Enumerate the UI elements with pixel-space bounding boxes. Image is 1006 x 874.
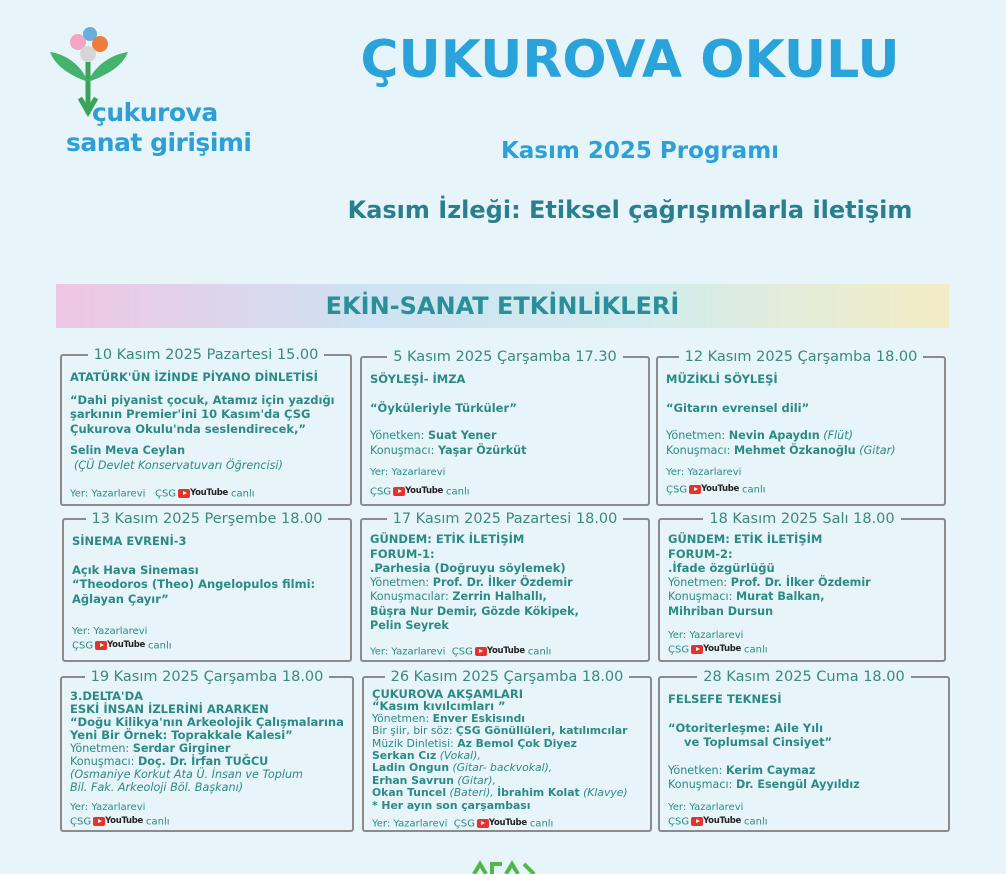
event-quote: “Doğu Kilikya'nın Arkeolojik Çalışmalarına — [70, 715, 344, 729]
moderator-name: Prof. Dr. İlker Özdemir — [730, 575, 871, 589]
event-title: ÇUKUROVA AKŞAMLARI — [372, 687, 523, 701]
event-card-7 — [60, 669, 354, 832]
speaker-name: Zerrin Halhallı, — [452, 590, 547, 603]
event-footer — [70, 802, 170, 828]
event-date: 10 Kasım 2025 Pazartesi 15.00 — [80, 346, 332, 364]
event-footer — [668, 802, 768, 828]
venue-text: Yer: Yazarlarevi — [372, 818, 448, 830]
event-footer — [668, 630, 768, 656]
event-line-1: Açık Hava Sineması — [72, 562, 199, 577]
event-body: GÜNDEM: ETİK İLETİŞİM FORUM-2: .İfade özgürlüğü Yönetmen: Prof. Dr. İlker Özdemir Konuşmacı: Murat Balkan, Mihriban Dursun — [668, 532, 938, 619]
moderator-name: Suat Yener — [427, 429, 497, 442]
event-date: 19 Kasım 2025 Çarşamba 18.00 — [80, 668, 334, 686]
event-topic: .İfade özgürlüğü — [668, 561, 775, 575]
event-quote: “Gitarın evrensel dili” — [666, 400, 810, 415]
event-quote: “Öyküleriyle Türküler” — [370, 400, 517, 415]
venue-text: Yer: Yazarlarevi — [370, 646, 446, 658]
live-text: canlı — [744, 816, 768, 828]
event-body: 3.DELTA'DA ESKİ İNSAN İZLERİNİ ARARKEN “Doğu Kilikya'nın Arkeolojik Çalışmalarına Yeni Bir Örnek: Toprakkale Kalesi” Yönetmen: Serdar Girginer Konuşmacı: Doç. Dr. İrfan TUĞCU (Osmaniye Korkut Ata Ü. İnsan ve Toplum Bil. Fak. Arkeoloji Böl. Başkanı) — [70, 690, 346, 794]
event-date: 18 Kasım 2025 Salı 18.00 — [678, 510, 926, 528]
moderator-name: Serdar Girginer — [132, 742, 231, 755]
section-banner: EKİN-SANAT ETKİNLİKLERİ — [56, 284, 949, 328]
event-body — [72, 534, 344, 606]
event-card-9 — [658, 669, 950, 832]
event-quote: “Otoriterleşme: Aile Yılı — [668, 720, 824, 735]
csg-text: ÇSG — [668, 644, 690, 656]
event-note: (ÇÜ Devlet Konservatuvarı Öğrencisi) — [74, 458, 283, 472]
venue-text: Yer: Yazarlarevi — [70, 802, 146, 813]
speaker-name: Murat Balkan, — [735, 590, 825, 603]
event-footer — [370, 646, 551, 658]
youtube-icon[interactable]: YouTube — [689, 484, 739, 495]
live-text: canlı — [744, 644, 768, 656]
venue-text: Yer: Yazarlarevi — [370, 467, 446, 478]
event-card-4 — [62, 511, 352, 662]
event-title: SÖYLEŞİ- İMZA — [370, 372, 466, 386]
event-date: 26 Kasım 2025 Çarşamba 18.00 — [382, 668, 632, 686]
speaker-affiliation: (Osmaniye Korkut Ata Ü. İnsan ve Toplum — [70, 768, 303, 781]
youtube-icon[interactable]: YouTube — [393, 486, 443, 497]
speaker-name: Mehmet Özkanoğlu — [733, 443, 856, 457]
csg-text: ÇSG — [668, 816, 690, 828]
youtube-icon[interactable]: YouTube — [691, 644, 741, 655]
event-footer — [72, 626, 172, 652]
event-footer — [372, 818, 553, 830]
event-title: GÜNDEM: ETİK İLETİŞİM — [668, 532, 823, 546]
event-title: GÜNDEM: ETİK İLETİŞİM — [370, 532, 525, 546]
event-body: SÖYLEŞİ- İMZA “Öyküleriyle Türküler” Yönetken: Suat Yener Konuşmacı: Yaşar Özürküt Yer: Yazarlarevi — [370, 372, 642, 481]
bottom-logo-fragment-icon — [472, 860, 542, 874]
venue-text: Yer: Yazarlarevi — [668, 802, 744, 813]
event-card-6 — [658, 511, 946, 662]
event-date: 5 Kasım 2025 Çarşamba 17.30 — [380, 348, 630, 366]
event-line-3: Ağlayan Çayır” — [72, 591, 169, 606]
event-subtitle: FORUM-1: — [370, 546, 435, 561]
event-body: MÜZİKLİ SÖYLEŞİ “Gitarın evrensel dili” Yönetmen: Nevin Apaydın (Flüt) Konuşmacı: Mehmet Özkanoğlu (Gitar) Yer: Yazarlarevi — [666, 372, 938, 481]
event-person: Selin Meva Ceylan — [70, 444, 186, 457]
event-card-2 — [360, 349, 650, 506]
csg-text: ÇSG — [370, 486, 392, 498]
moderator-name: Kerim Caymaz — [725, 763, 816, 777]
speaker-name: Yaşar Özürküt — [437, 443, 527, 457]
youtube-icon[interactable]: YouTube — [477, 818, 527, 829]
youtube-icon[interactable]: YouTube — [691, 816, 741, 827]
event-card-5 — [360, 511, 650, 662]
event-title: 3.DELTA'DA — [70, 689, 144, 703]
csg-text: ÇSG — [154, 488, 177, 500]
event-quote: “Dahi piyanist çocuk, Atamız için yazdığı şarkının Premier'ini 10 Kasım'da ÇSG Çukurova Okulu'nda seslendirecek,” — [70, 392, 335, 436]
csg-text: ÇSG — [72, 640, 94, 652]
speaker-name: Doç. Dr. İrfan TUĞCU — [137, 755, 269, 768]
live-text: canlı — [231, 488, 255, 500]
event-quote: “Kasım kıvılcımları ” — [372, 699, 506, 714]
venue-text: Yer: Yazarlarevi — [70, 488, 146, 500]
event-subtitle: ESKİ İNSAN İZLERİNİ ARARKEN — [70, 702, 269, 716]
speaker-name: Dr. Esengül Ayyıldız — [735, 778, 860, 791]
event-line-2: “Theodoros (Theo) Angelopulos filmi: — [72, 577, 316, 591]
youtube-icon[interactable]: YouTube — [93, 816, 143, 827]
moderator-name: Nevin Apaydın — [728, 429, 820, 442]
csg-text: ÇSG — [453, 818, 475, 830]
event-body: ÇUKUROVA AKŞAMLARI “Kasım kıvılcımları ” Yönetmen: Enver Eskisındı Bir şiir, bir söz: ÇSG Gönüllüleri, katılımcılar Müzik Dinletisi: Az Bemol Çok Diyez Serkan Cız (Vokal), Ladin Ongun (Gitar- backvokal), Erhan Savrun (Gitar), Okan Tuncel (Bateri), İbrahim Kolat (Klavye) * Her ayın son çarşambası — [372, 688, 644, 812]
event-date: 28 Kasım 2025 Cuma 18.00 — [678, 668, 930, 686]
live-text: canlı — [529, 818, 554, 830]
event-card-8 — [362, 669, 652, 832]
event-date: 12 Kasım 2025 Çarşamba 18.00 — [676, 348, 926, 366]
event-subtitle: FORUM-2: — [668, 546, 733, 561]
brand-logo — [44, 22, 294, 162]
event-footer — [666, 484, 766, 496]
venue-text: Yer: Yazarlarevi — [666, 467, 742, 478]
event-topic: .Parhesia (Doğruyu söylemek) — [370, 561, 566, 575]
moderator-name: Prof. Dr. İlker Özdemir — [432, 575, 573, 589]
venue-text: Yer: Yazarlarevi — [668, 630, 744, 641]
csg-text: ÇSG — [666, 484, 688, 496]
csg-text: ÇSG — [70, 816, 92, 828]
event-date: 17 Kasım 2025 Pazartesi 18.00 — [380, 510, 630, 528]
event-title: FELSEFE TEKNESİ — [668, 692, 782, 706]
logo-line-2: sanat girişimi — [66, 128, 252, 157]
venue-text: Yer: Yazarlarevi — [72, 626, 148, 637]
moderator-name: Enver Eskisındı — [432, 711, 526, 725]
logo-wordmark — [66, 98, 252, 158]
live-text: canlı — [148, 640, 172, 652]
event-body — [70, 370, 344, 473]
event-date: 13 Kasım 2025 Perşembe 18.00 — [82, 510, 332, 528]
event-title: SİNEMA EVRENİ-3 — [72, 534, 187, 548]
live-text: canlı — [146, 816, 170, 828]
live-text: canlı — [742, 484, 766, 496]
event-footer — [70, 488, 255, 500]
event-note: * Her ayın son çarşambası — [372, 798, 531, 812]
event-title: ATATÜRK'ÜN İZİNDE PİYANO DİNLETİSİ — [70, 370, 318, 384]
logo-line-1: çukurova — [92, 98, 218, 127]
page-title: ÇUKUROVA OKULU — [360, 30, 900, 90]
event-title: MÜZİKLİ SÖYLEŞİ — [666, 372, 778, 386]
event-card-1 — [60, 347, 352, 506]
live-text: canlı — [446, 486, 470, 498]
event-footer — [370, 486, 470, 498]
event-card-3 — [656, 349, 946, 506]
youtube-icon[interactable]: YouTube — [95, 640, 145, 651]
live-text: canlı — [527, 646, 552, 658]
event-body: FELSEFE TEKNESİ “Otoriterleşme: Aile Yılı ve Toplumsal Cinsiyet” Yönetken: Kerim Caymaz Konuşmacı: Dr. Esengül Ayyıldız — [668, 692, 942, 793]
youtube-icon[interactable]: YouTube — [178, 488, 228, 499]
csg-text: ÇSG — [451, 646, 473, 658]
event-body: GÜNDEM: ETİK İLETİŞİM FORUM-1: .Parhesia (Doğruyu söylemek) Yönetmen: Prof. Dr. İlker Özdemir Konuşmacılar: Zerrin Halhallı, Büşra Nur Demir, Gözde Kökipek, Pelin Seyrek — [370, 532, 642, 634]
program-subtitle: Kasım 2025 Programı — [500, 138, 780, 164]
theme-heading: Kasım İzleği: Etiksel çağrışımlarla iletişim — [347, 196, 913, 224]
youtube-icon[interactable]: YouTube — [475, 646, 525, 657]
